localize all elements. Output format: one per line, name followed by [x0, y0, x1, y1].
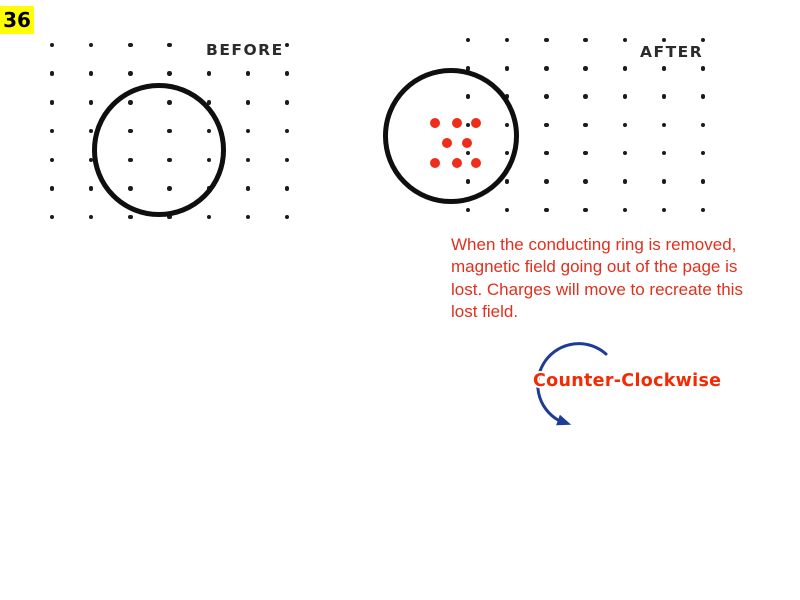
field-dot [583, 151, 588, 156]
flux-dot [471, 158, 481, 168]
field-dot [583, 38, 588, 43]
field-dot [505, 66, 510, 71]
field-dot [207, 215, 212, 220]
field-dot [50, 100, 55, 105]
field-dot [544, 151, 549, 156]
before-label: BEFORE [206, 41, 284, 59]
field-dot [285, 129, 290, 134]
field-dot [701, 94, 706, 99]
field-dot [662, 38, 667, 43]
field-dot [128, 215, 133, 220]
arrow-head [556, 415, 571, 425]
field-dot [701, 123, 706, 128]
field-dot [701, 66, 706, 71]
flux-dot [452, 118, 462, 128]
field-dot [505, 179, 510, 184]
field-dot [662, 123, 667, 128]
explanation-line: lost. Charges will move to recreate this [451, 279, 743, 299]
field-dot [583, 208, 588, 213]
flux-dot [462, 138, 472, 148]
field-dot [50, 129, 55, 134]
field-dot [466, 208, 471, 213]
field-dot [623, 66, 628, 71]
field-dot [544, 66, 549, 71]
field-dot [701, 208, 706, 213]
field-dot [623, 151, 628, 156]
field-dot [50, 158, 55, 163]
flux-dot [430, 158, 440, 168]
field-dot [623, 38, 628, 43]
field-dot [207, 71, 212, 76]
field-dot [50, 215, 55, 220]
after-removed-ring [383, 68, 519, 204]
field-dot [285, 186, 290, 191]
explanation-line: When the conducting ring is removed, [451, 235, 737, 254]
field-dot [662, 66, 667, 71]
field-dot [167, 43, 172, 48]
field-dot [128, 43, 133, 48]
field-dot [246, 129, 251, 134]
explanation-text [451, 234, 743, 324]
field-dot [583, 94, 588, 99]
field-dot [285, 215, 290, 220]
field-dot [246, 71, 251, 76]
field-dot [246, 215, 251, 220]
field-dot [583, 123, 588, 128]
field-dot [50, 43, 55, 48]
field-dot [246, 186, 251, 191]
field-dot [285, 43, 290, 48]
field-dot [50, 186, 55, 191]
field-dot [544, 208, 549, 213]
flux-dot [471, 118, 481, 128]
field-dot [89, 129, 94, 134]
field-dot [701, 38, 706, 43]
field-dot [662, 151, 667, 156]
field-dot [89, 100, 94, 105]
explanation-line: lost field. [451, 302, 519, 322]
field-dot [505, 38, 510, 43]
flux-dot [442, 138, 452, 148]
field-dot [89, 186, 94, 191]
explanation-line: magnetic field going out of the page is [451, 257, 738, 277]
field-dot [285, 158, 290, 163]
field-dot [89, 43, 94, 48]
field-dot [285, 71, 290, 76]
field-dot [662, 94, 667, 99]
field-dot [583, 66, 588, 71]
field-dot [89, 71, 94, 76]
field-dot [89, 215, 94, 220]
field-dot [701, 151, 706, 156]
field-dot [50, 71, 55, 76]
before-conducting-ring [92, 83, 226, 217]
field-dot [544, 179, 549, 184]
field-dot [623, 179, 628, 184]
field-dot [544, 38, 549, 43]
direction-label: Counter-Clockwise [533, 371, 722, 391]
field-dot [246, 158, 251, 163]
field-dot [623, 94, 628, 99]
field-dot [505, 208, 510, 213]
flux-dot [430, 118, 440, 128]
slide-number-badge: 36 [0, 6, 34, 34]
field-dot [285, 100, 290, 105]
field-dot [623, 208, 628, 213]
flux-dot [452, 158, 462, 168]
field-dot [167, 71, 172, 76]
field-dot [544, 94, 549, 99]
field-dot [662, 179, 667, 184]
field-dot [623, 123, 628, 128]
after-label: AFTER [640, 43, 704, 61]
field-dot [544, 123, 549, 128]
field-dot [246, 100, 251, 105]
field-dot [466, 38, 471, 43]
field-dot [662, 208, 667, 213]
field-dot [701, 179, 706, 184]
field-dot [583, 179, 588, 184]
field-dot [128, 71, 133, 76]
